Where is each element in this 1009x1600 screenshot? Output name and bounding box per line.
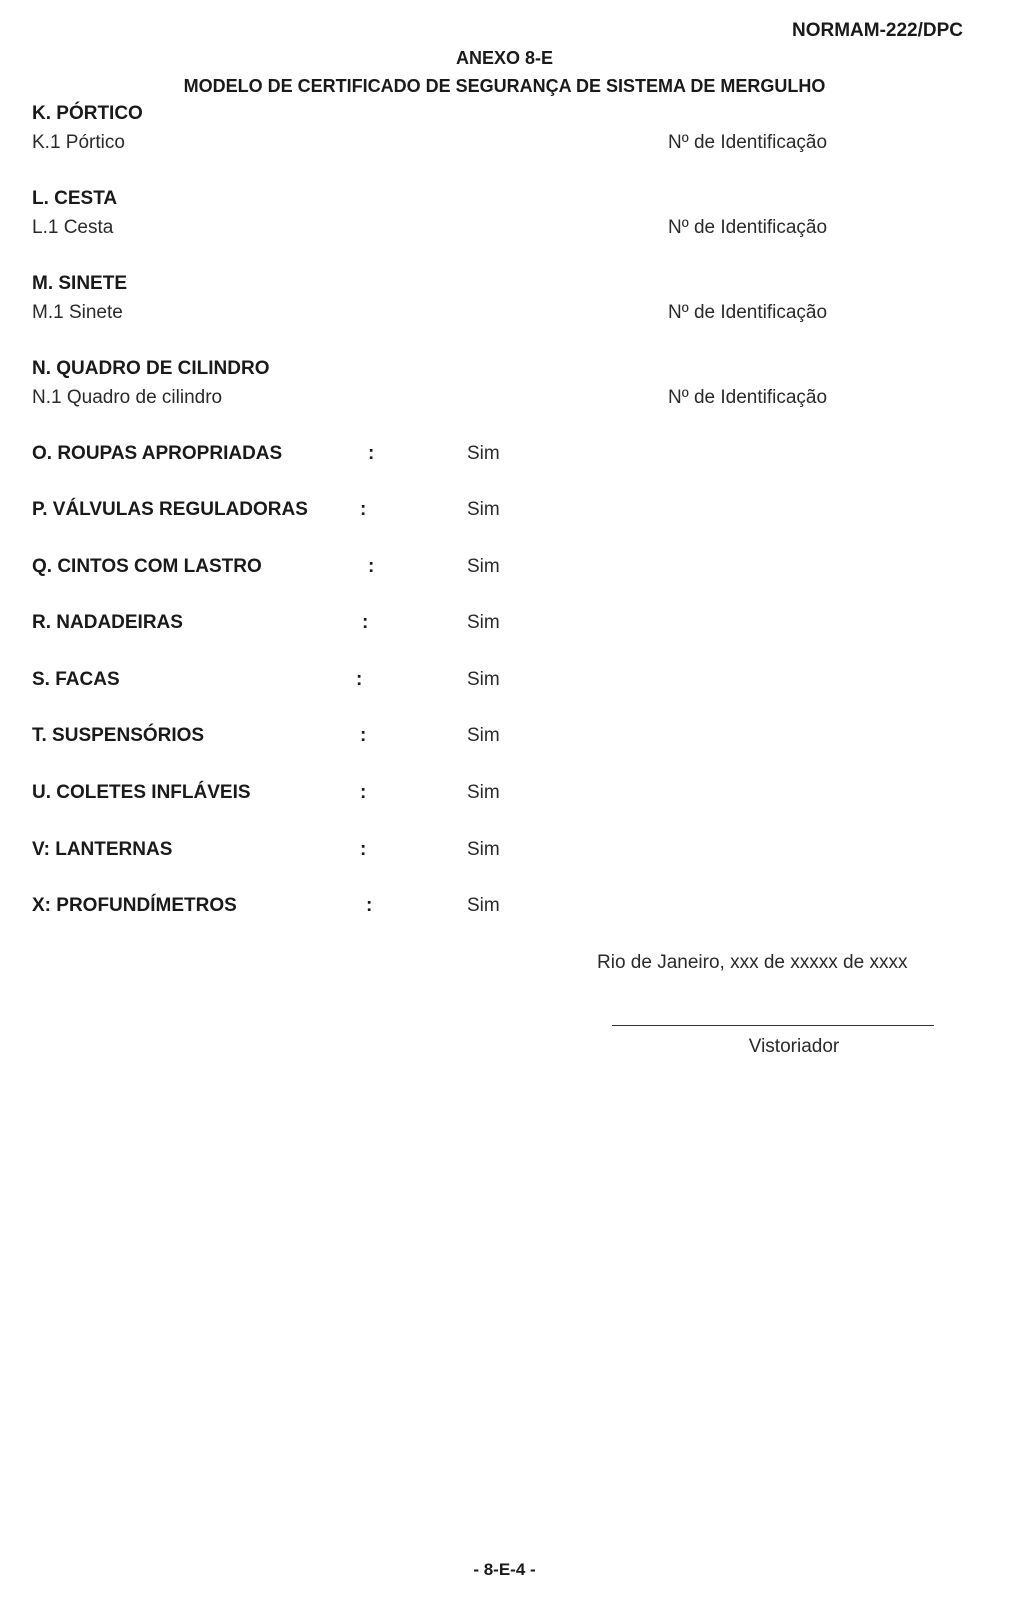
checklist-label: T. SUSPENSÓRIOS [32, 725, 205, 746]
identification-label: Nº de Identificação [668, 132, 828, 153]
checklist-colon: : [356, 669, 363, 690]
checklist-label: Q. CINTOS COM LASTRO [32, 556, 262, 577]
checklist-colon: : [366, 895, 373, 916]
checklist-label: S. FACAS [32, 669, 120, 690]
checklist-colon: : [362, 612, 369, 633]
checklist-colon: : [360, 782, 367, 803]
checklist-value: Sim [467, 556, 500, 577]
checklist-value: Sim [467, 725, 500, 746]
signature-label: Vistoriador [748, 1036, 840, 1057]
checklist-colon: : [360, 725, 367, 746]
checklist-label: U. COLETES INFLÁVEIS [32, 782, 251, 803]
document-code: NORMAM-222/DPC [791, 20, 963, 41]
checklist-value: Sim [467, 443, 500, 464]
annex-title: ANEXO 8-E [455, 48, 554, 68]
checklist-colon: : [368, 556, 375, 577]
checklist-colon: : [368, 443, 375, 464]
checklist-label: V: LANTERNAS [32, 839, 173, 860]
checklist-value: Sim [467, 499, 500, 520]
section-heading: L. CESTA [32, 188, 118, 209]
identification-label: Nº de Identificação [668, 217, 828, 238]
checklist-value: Sim [467, 612, 500, 633]
checklist-value: Sim [467, 669, 500, 690]
place-and-date: Rio de Janeiro, xxx de xxxxx de xxxx [597, 952, 908, 973]
section-heading: N. QUADRO DE CILINDRO [32, 358, 270, 379]
section-item: L.1 Cesta [32, 217, 114, 238]
checklist-colon: : [360, 499, 367, 520]
checklist-value: Sim [467, 782, 500, 803]
section-heading: M. SINETE [32, 273, 128, 294]
checklist-label: O. ROUPAS APROPRIADAS [32, 443, 283, 464]
document-title: MODELO DE CERTIFICADO DE SEGURANÇA DE SISTEMA DE MERGULHO [183, 76, 826, 96]
section-item: N.1 Quadro de cilindro [32, 387, 223, 408]
section-item: K.1 Pórtico [32, 132, 125, 153]
section-heading: K. PÓRTICO [32, 103, 143, 124]
checklist-label: P. VÁLVULAS REGULADORAS [32, 499, 308, 520]
checklist-label: R. NADADEIRAS [32, 612, 183, 633]
identification-label: Nº de Identificação [668, 387, 828, 408]
checklist-colon: : [360, 839, 367, 860]
page-number: - 8-E-4 - [473, 1560, 536, 1579]
checklist-value: Sim [467, 839, 500, 860]
section-item: M.1 Sinete [32, 302, 123, 323]
identification-label: Nº de Identificação [668, 302, 828, 323]
checklist-label: X: PROFUNDÍMETROS [32, 895, 237, 916]
signature-line [612, 1025, 934, 1026]
checklist-value: Sim [467, 895, 500, 916]
